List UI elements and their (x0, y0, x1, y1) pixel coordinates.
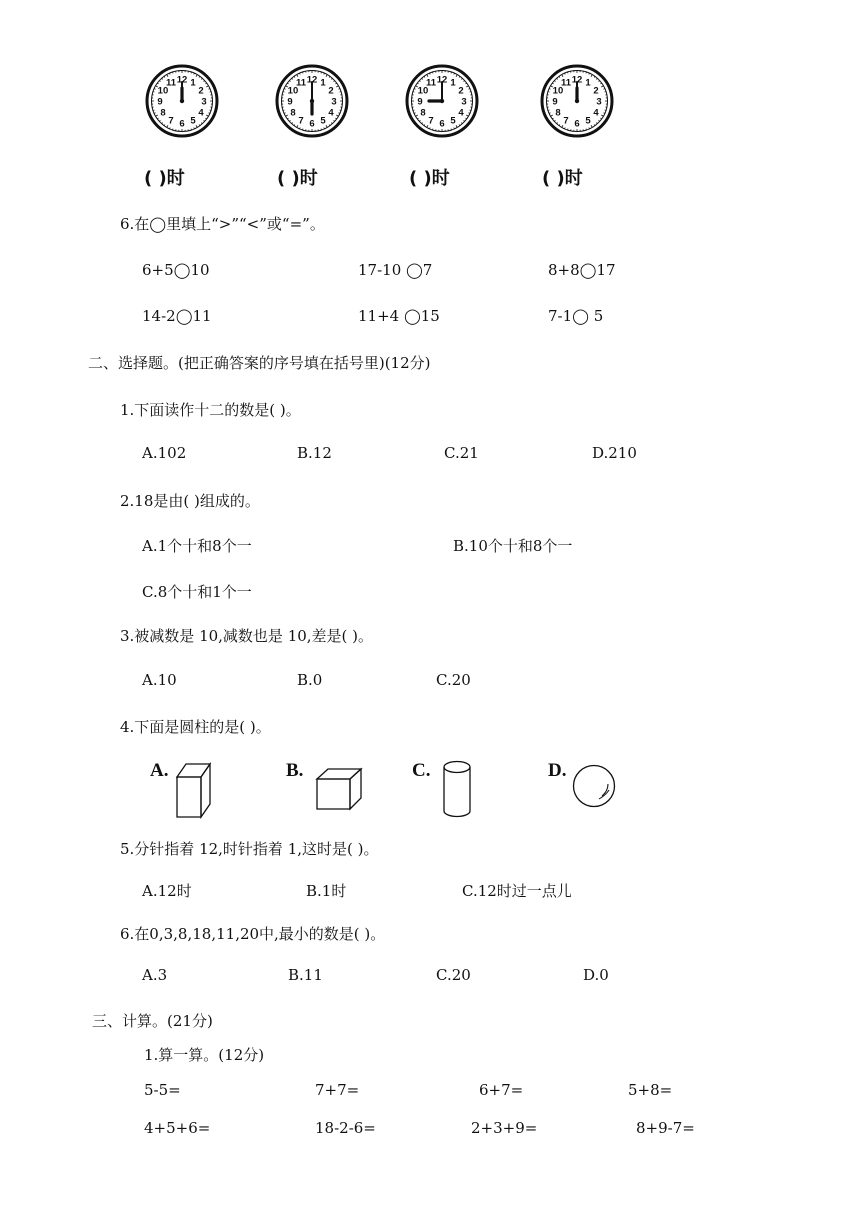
option: B.11 (288, 966, 323, 984)
section-3-title: 三、计算。(21分) (92, 1012, 213, 1030)
clock-number: 2 (458, 85, 464, 97)
cube-shape (316, 768, 362, 810)
s2-q2-text: 2.18是由( )组成的。 (120, 492, 260, 510)
calc-item: 6+7= (479, 1081, 524, 1099)
section-2-title: 二、选择题。(把正确答案的序号填在括号里)(12分) (88, 354, 431, 372)
compare-item: 8+8◯17 (548, 261, 616, 279)
q6-compare-title: 6.在◯里填上“>”“<”或“=”。 (120, 215, 325, 233)
clock-number: 11 (560, 77, 572, 89)
option: D.0 (583, 966, 609, 984)
option: A.3 (142, 966, 168, 984)
sphere-shape (572, 764, 616, 808)
option: B.0 (297, 671, 323, 689)
calc-item: 5+8= (628, 1081, 673, 1099)
clock-4-answer: ( )时 (542, 168, 583, 189)
clock-1 (145, 64, 219, 138)
s2-q6-text: 6.在0,3,8,18,11,20中,最小的数是( )。 (120, 925, 386, 943)
clock-2-answer: ( )时 (277, 168, 318, 189)
clock-number: 11 (295, 77, 307, 89)
clock-number: 5 (190, 115, 196, 127)
clock-number: 1 (585, 77, 591, 89)
cuboid-shape (176, 762, 212, 818)
clock-2 (275, 64, 349, 138)
clock-number: 12 (306, 74, 318, 86)
calc-item: 8+9-7= (636, 1119, 695, 1137)
s2-q3-text: 3.被减数是 10,减数也是 10,差是( )。 (120, 627, 374, 645)
clock-number: 8 (420, 107, 426, 119)
compare-item: 6+5◯10 (142, 261, 210, 279)
shape-label-a: A. (150, 760, 169, 781)
compare-item: 17-10 ◯7 (358, 261, 433, 279)
clock-1-answer: ( )时 (144, 168, 185, 189)
clock-number: 11 (425, 77, 437, 89)
clock-number: 2 (198, 85, 204, 97)
shape-label-c: C. (412, 760, 431, 781)
clock-number: 2 (593, 85, 599, 97)
clock-number: 3 (461, 96, 467, 108)
clock-number: 12 (436, 74, 448, 86)
clock-number: 5 (320, 115, 326, 127)
clock-number: 12 (176, 74, 188, 86)
clock-number: 1 (320, 77, 326, 89)
clock-3-answer: ( )时 (409, 168, 450, 189)
clock-number: 7 (428, 115, 434, 127)
clock-number: 3 (331, 96, 337, 108)
s2-q5-text: 5.分针指着 12,时针指着 1,这时是( )。 (120, 840, 379, 858)
option: D.210 (592, 444, 637, 462)
compare-item: 14-2◯11 (142, 307, 212, 325)
clock-number: 4 (458, 107, 464, 119)
s3-sub1-title: 1.算一算。(12分) (144, 1046, 265, 1064)
option: C.12时过一点儿 (462, 882, 572, 900)
clock-number: 4 (593, 107, 599, 119)
clock-number: 7 (298, 115, 304, 127)
clock-number: 4 (328, 107, 334, 119)
shape-label-d: D. (548, 760, 567, 781)
clock-number: 1 (190, 77, 196, 89)
clock-number: 7 (563, 115, 569, 127)
clock-number: 4 (198, 107, 204, 119)
clock-number: 5 (450, 115, 456, 127)
clock-number: 12 (571, 74, 583, 86)
option: A.10 (142, 671, 177, 689)
s2-q4-text: 4.下面是圆柱的是( )。 (120, 718, 271, 736)
option: C.20 (436, 671, 471, 689)
clock-3 (405, 64, 479, 138)
clock-number: 3 (201, 96, 207, 108)
clock-number: 8 (160, 107, 166, 119)
compare-item: 11+4 ◯15 (358, 307, 440, 325)
cylinder-shape (442, 760, 472, 818)
clock-number: 8 (290, 107, 296, 119)
clock-number: 11 (165, 77, 177, 89)
clock-number: 6 (179, 118, 185, 130)
calc-item: 4+5+6= (144, 1119, 211, 1137)
clock-4 (540, 64, 614, 138)
option: C.20 (436, 966, 471, 984)
option: B.12 (297, 444, 332, 462)
option: A.1个十和8个一 (142, 537, 252, 555)
clock-number: 7 (168, 115, 174, 127)
option: B.10个十和8个一 (453, 537, 573, 555)
clock-number: 9 (552, 96, 558, 108)
calc-item: 7+7= (315, 1081, 360, 1099)
clock-number: 10 (157, 85, 169, 97)
clock-number: 6 (439, 118, 445, 130)
s2-q1-text: 1.下面读作十二的数是( )。 (120, 401, 301, 419)
option: C.21 (444, 444, 479, 462)
calc-item: 18-2-6= (315, 1119, 376, 1137)
option: C.8个十和1个一 (142, 583, 252, 601)
option: A.102 (142, 444, 187, 462)
clock-number: 3 (596, 96, 602, 108)
clock-number: 10 (552, 85, 564, 97)
clock-number: 6 (309, 118, 315, 130)
clock-number: 6 (574, 118, 580, 130)
clock-number: 2 (328, 85, 334, 97)
clock-number: 1 (450, 77, 456, 89)
clock-number: 9 (157, 96, 163, 108)
option: A.12时 (142, 882, 192, 900)
clock-number: 8 (555, 107, 561, 119)
calc-item: 2+3+9= (471, 1119, 538, 1137)
option: B.1时 (306, 882, 347, 900)
shape-label-b: B. (286, 760, 304, 781)
clock-number: 9 (417, 96, 423, 108)
clock-number: 10 (287, 85, 299, 97)
compare-item: 7-1◯ 5 (548, 307, 604, 325)
clock-number: 9 (287, 96, 293, 108)
clock-number: 10 (417, 85, 429, 97)
clock-number: 5 (585, 115, 591, 127)
calc-item: 5-5= (144, 1081, 181, 1099)
